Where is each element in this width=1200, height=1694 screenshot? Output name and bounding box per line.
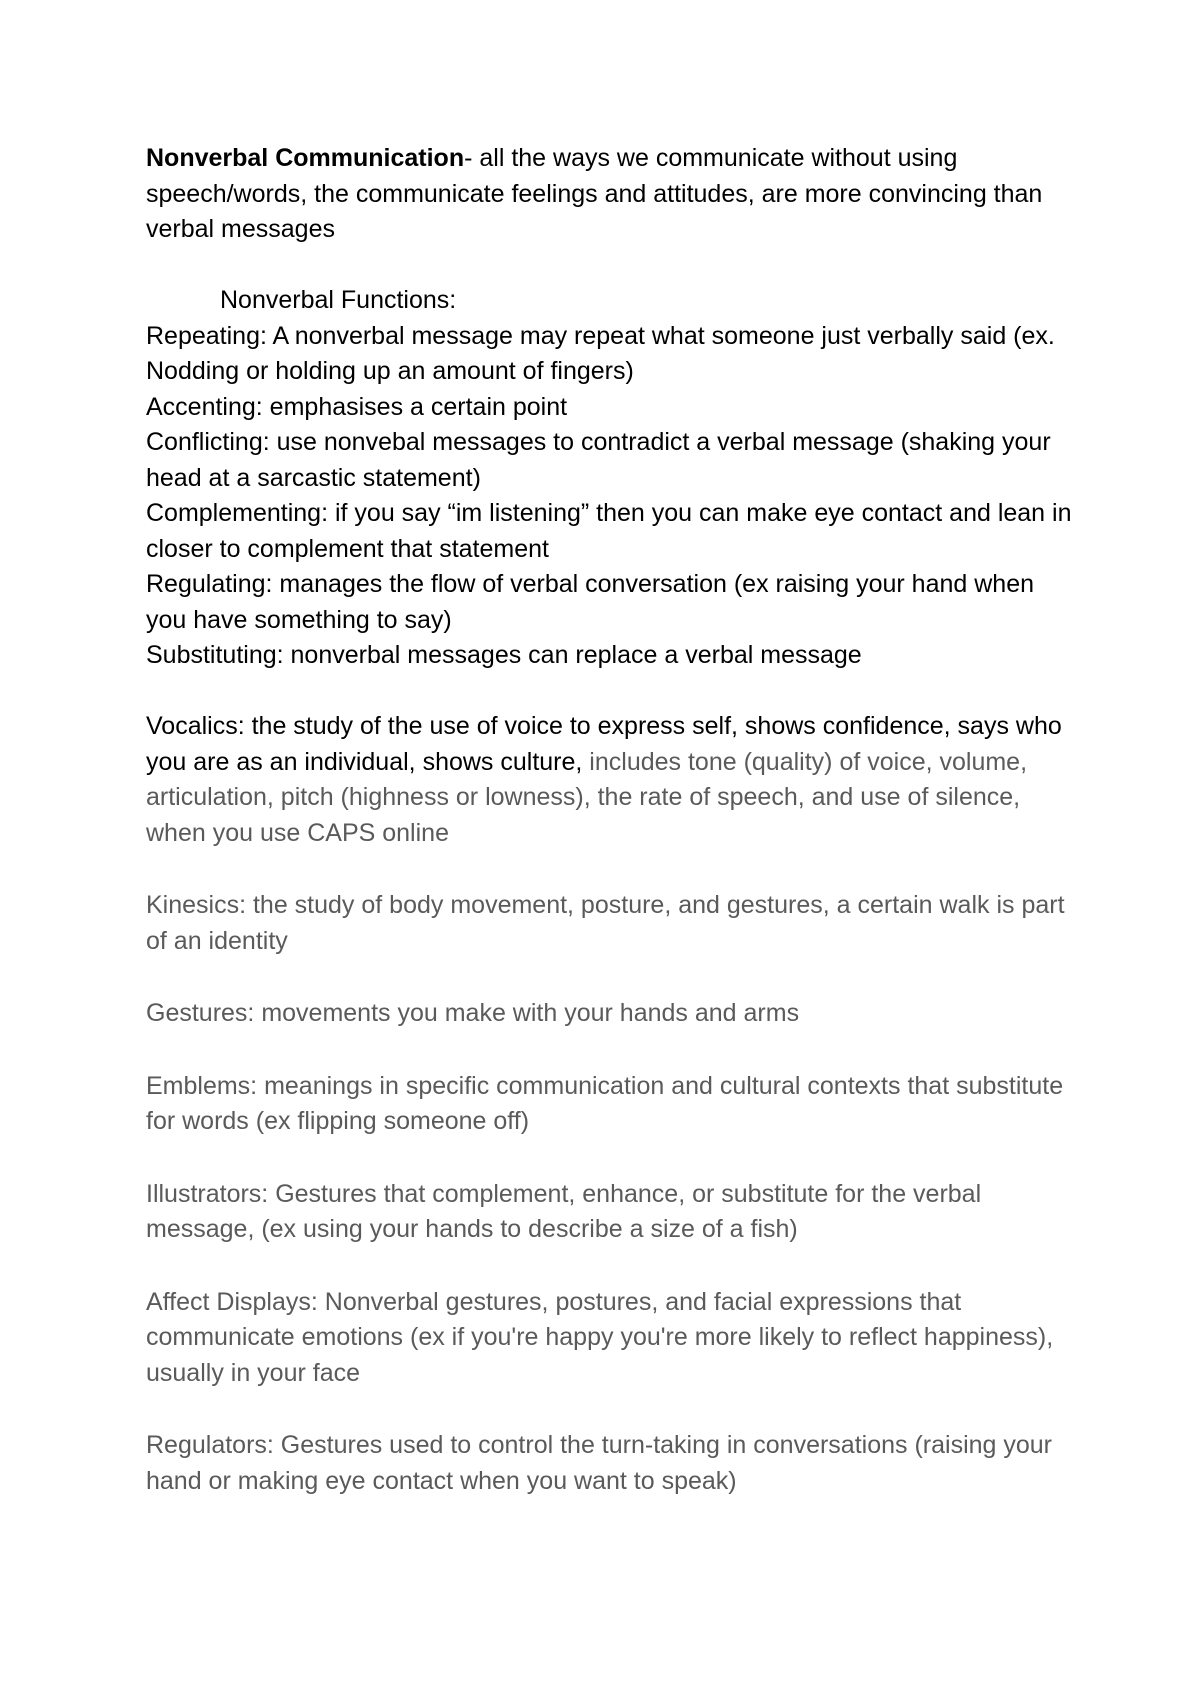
function-item-accenting: Accenting: emphasises a certain point <box>146 392 568 421</box>
function-item-conflicting: Conflicting: use nonvebal messages to contradict a verbal message (shaking your head at a sarcastic statement) <box>146 428 1051 492</box>
section-emblems: Emblems: meanings in specific communication and cultural contexts that substitute for words (ex flipping someone off) <box>146 1071 1064 1135</box>
section-illustrators: Illustrators: Gestures that complement, enhance, or substitute for the verbal message, (ex using your hands to describe a size of a fish) <box>146 1179 982 1243</box>
spacer <box>146 248 1076 284</box>
document-body <box>146 141 1076 1499</box>
section-regulators: Regulators: Gestures used to control the turn-taking in conversations (raising your hand or making eye contact when you want to speak) <box>146 1431 1053 1495</box>
section-kinesics: Kinesics: the study of body movement, posture, and gestures, a certain walk is part of an identity <box>146 891 1065 955</box>
spacer <box>146 959 1076 996</box>
spacer <box>146 674 1076 710</box>
vocalics-gray-text: includes tone (quality) of voice, volume, articulation, pitch (highness or lowness), the rate of speech, and use of silence, when you use CAPS online <box>146 747 1028 847</box>
function-item-substituting: Substituting: nonverbal messages can replace a verbal message <box>146 641 862 669</box>
spacer <box>146 851 1076 888</box>
functions-heading: Nonverbal Functions: <box>220 286 457 314</box>
spacer <box>146 1391 1076 1428</box>
function-item-regulating: Regulating: manages the flow of verbal conversation (ex raising your hand when you have something to say) <box>146 570 1035 634</box>
section-gestures: Gestures: movements you make with your hands and arms <box>146 999 800 1027</box>
spacer <box>146 1140 1076 1177</box>
intro-paragraph <box>146 141 1076 248</box>
section-affect-displays: Affect Displays: Nonverbal gestures, postures, and facial expressions that communicate emotions (ex if you're happy you're more likely to reflect happiness), usually in your face <box>146 1287 1054 1387</box>
spacer <box>146 1248 1076 1285</box>
vocalics-paragraph <box>146 709 1076 851</box>
function-item-repeating: Repeating: A nonverbal message may repeat what someone just verbally said (ex. Nodding or holding up an amount of fingers) <box>146 321 1055 385</box>
spacer <box>146 1032 1076 1069</box>
intro-term: Nonverbal Communication <box>146 144 465 172</box>
vocalics-black-text: Vocalics: the study of the use of voice to express self, shows confidence, says who you are as an individual, shows culture, <box>146 712 1062 776</box>
intro-definition: - all the ways we communicate without using speech/words, the communicate feelings and attitudes, are more convincing than verbal messages <box>146 144 1043 243</box>
function-item-complementing: Complementing: if you say “im listening” then you can make eye contact and lean in closer to complement that statement <box>146 499 1072 563</box>
